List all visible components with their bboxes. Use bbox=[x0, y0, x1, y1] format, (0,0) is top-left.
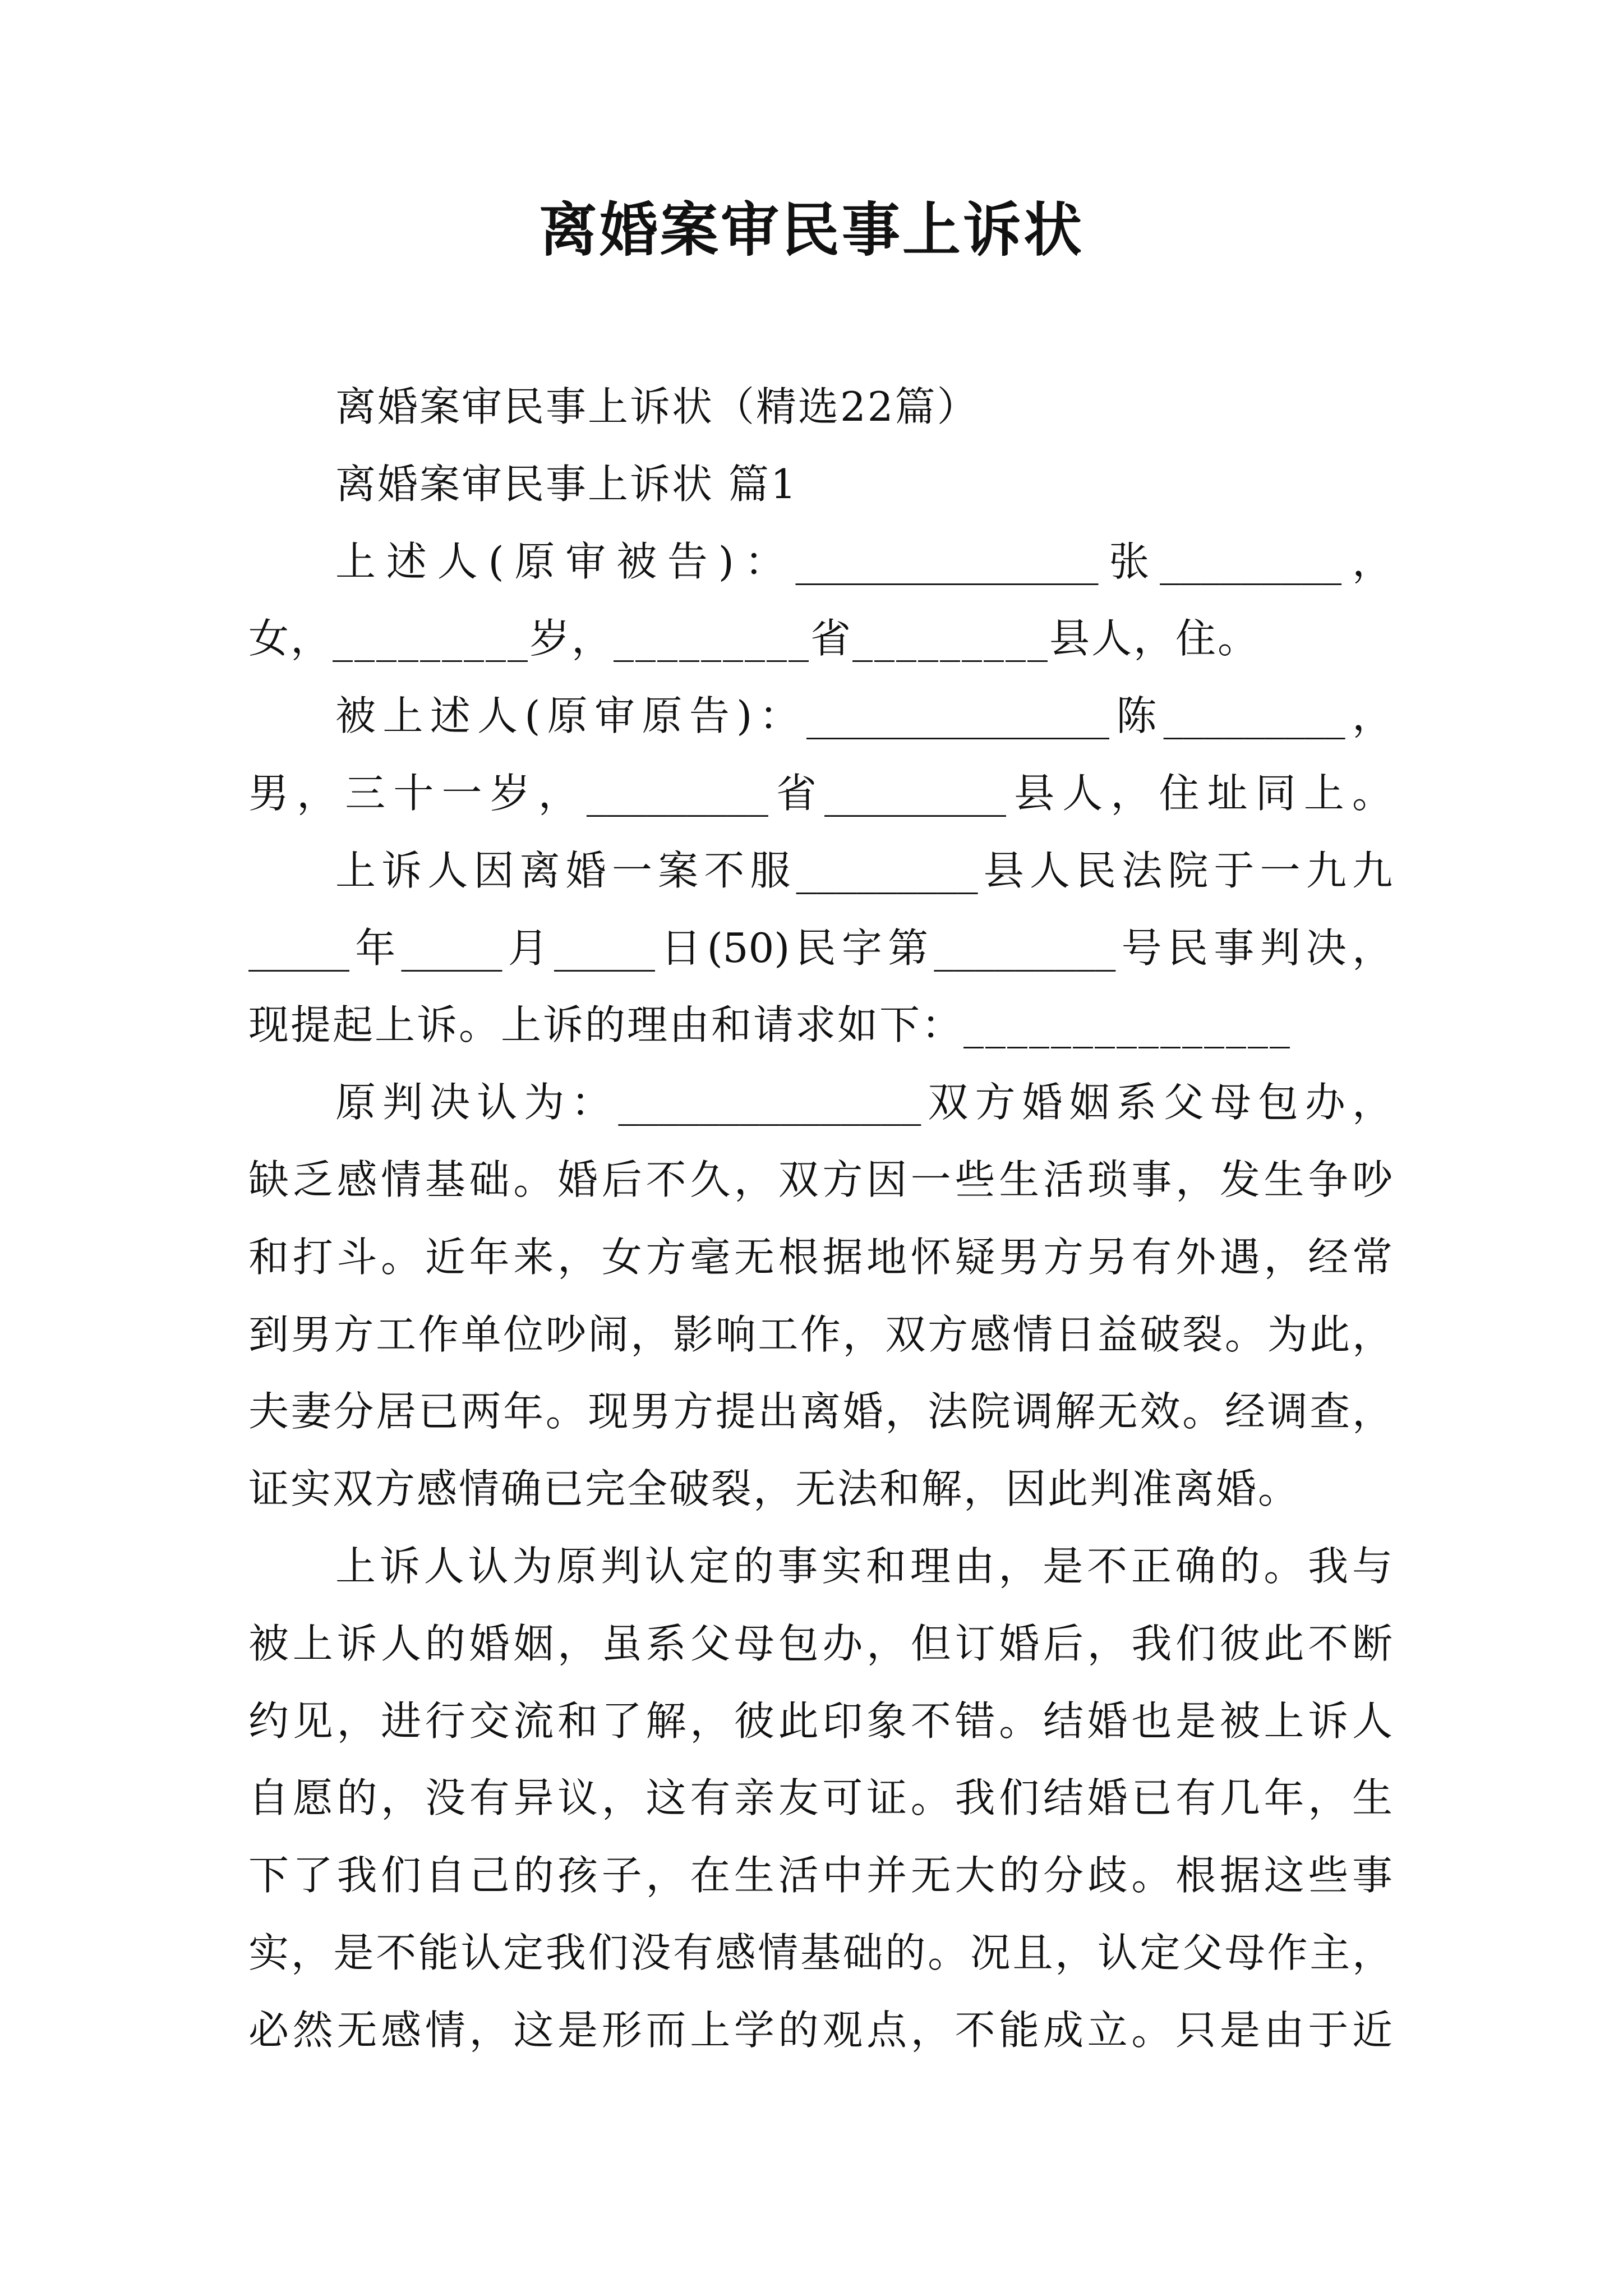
body-paragraph-3-line-5: 下了我们自己的孩子，在生活中并无大的分歧。根据这些事 bbox=[248, 1852, 1393, 1899]
appellee-line: 被上述人(原审原告)：_______________陈_________， bbox=[335, 692, 1393, 739]
body-paragraph-3-line-3: 约见，进行交流和了解，彼此印象不错。结婚也是被上诉人 bbox=[248, 1697, 1393, 1745]
body-paragraph-2-line-5: 夫妻分居已两年。现男方提出离婚，法院调解无效。经调查， bbox=[248, 1388, 1393, 1435]
document-title: 离婚案审民事上诉状 bbox=[538, 195, 1084, 264]
body-paragraph-3-line-1: 上诉人认为原判认定的事实和理由，是不正确的。我与 bbox=[335, 1543, 1393, 1590]
body-paragraph-2-line-2: 缺乏感情基础。婚后不久，双方因一些生活琐事，发生争吵 bbox=[248, 1156, 1393, 1203]
body-paragraph-1-line-1: 上诉人因离婚一案不服_________县人民法院于一九九 bbox=[335, 847, 1393, 894]
body-paragraph-3-line-2: 被上诉人的婚姻，虽系父母包办，但订婚后，我们彼此不断 bbox=[248, 1620, 1393, 1667]
body-paragraph-3-line-6: 实，是不能认定我们没有感情基础的。况且，认定父母作主， bbox=[248, 1929, 1393, 1976]
appellant-detail-line: 女，_________岁，_________省_________县人，住。 bbox=[248, 615, 1260, 662]
appellee-detail-line: 男，三十一岁，_________省_________县人，住址同上。 bbox=[248, 770, 1393, 817]
body-paragraph-2-line-4: 到男方工作单位吵闹，影响工作，双方感情日益破裂。为此， bbox=[248, 1311, 1393, 1358]
body-paragraph-3-line-4: 自愿的，没有异议，这有亲友可证。我们结婚已有几年，生 bbox=[248, 1774, 1393, 1821]
subtitle-line: 离婚案审民事上诉状（精选22篇） bbox=[335, 383, 979, 430]
body-paragraph-2-line-1: 原判决认为：_______________双方婚姻系父母包办， bbox=[335, 1079, 1393, 1126]
section-heading: 离婚案审民事上诉状 篇1 bbox=[335, 461, 798, 508]
body-paragraph-1-line-3: 现提起上诉。上诉的理由和请求如下：_______________ bbox=[248, 1001, 1292, 1048]
appellant-line: 上述人(原审被告)：_______________张_________， bbox=[335, 538, 1393, 585]
body-paragraph-1-line-2: _____年_____月_____日(50)民字第_________号民事判决， bbox=[248, 924, 1393, 972]
body-paragraph-2-line-3: 和打斗。近年来，女方毫无根据地怀疑男方另有外遇，经常 bbox=[248, 1234, 1393, 1281]
body-paragraph-3-line-7: 必然无感情，这是形而上学的观点，不能成立。只是由于近 bbox=[248, 2007, 1393, 2054]
body-paragraph-2-line-6: 证实双方感情确已完全破裂，无法和解，因此判准离婚。 bbox=[248, 1465, 1301, 1512]
